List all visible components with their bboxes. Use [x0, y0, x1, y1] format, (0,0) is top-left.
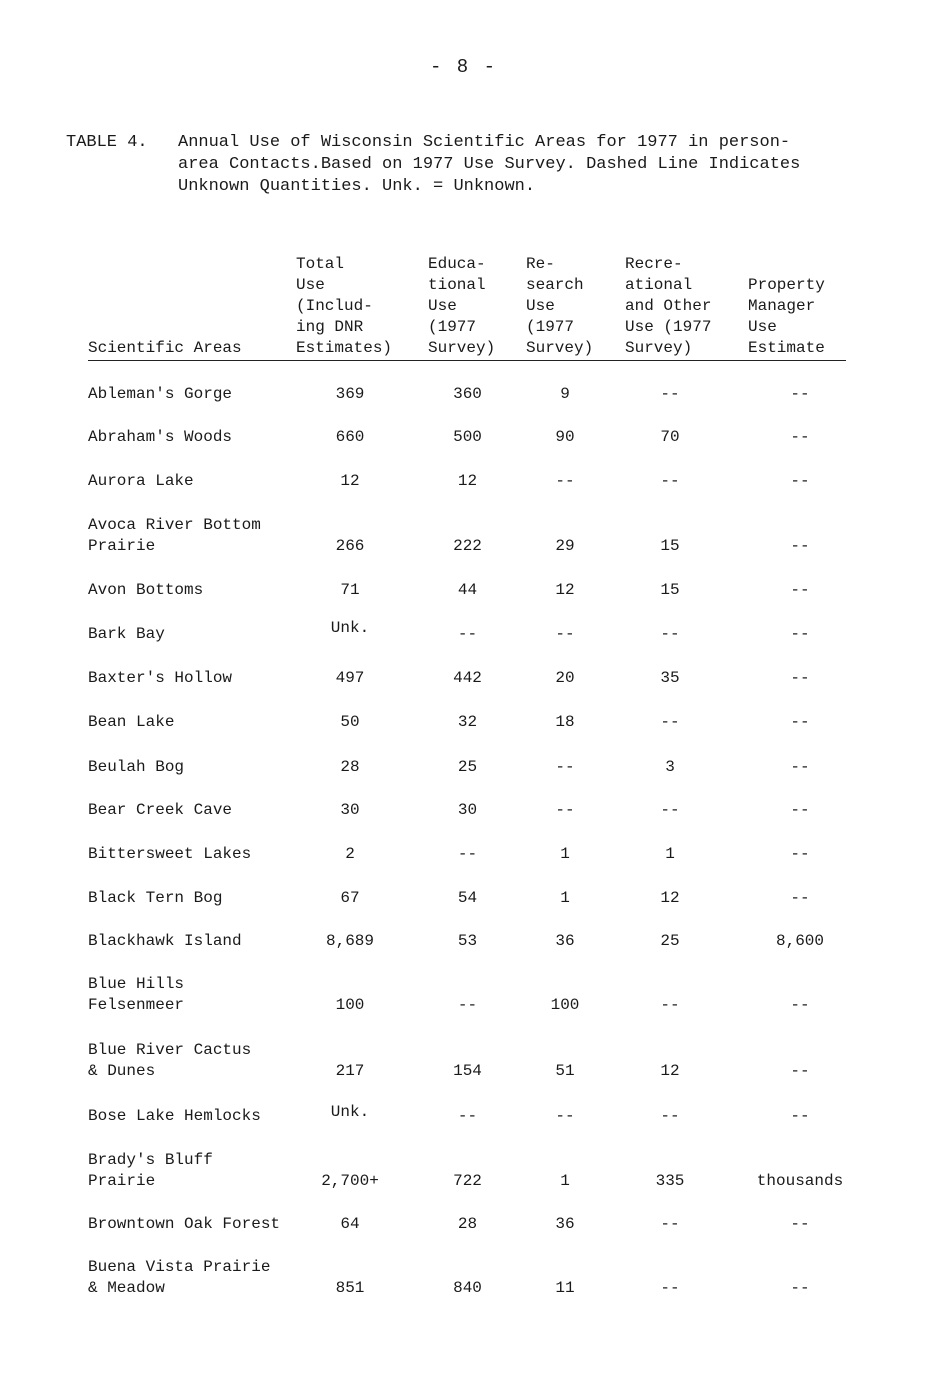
- recreational-use: 3: [665, 758, 675, 776]
- manager-estimate: --: [790, 713, 810, 731]
- manager-estimate: --: [790, 581, 810, 599]
- recreational-use: --: [660, 996, 680, 1014]
- total-use: 8,689: [325, 932, 374, 950]
- total-use: 28: [340, 758, 360, 776]
- recreational-use: 35: [660, 669, 680, 687]
- recreational-use: 335: [655, 1172, 685, 1190]
- total-use: 851: [335, 1279, 365, 1297]
- area-name: Bark Bay: [88, 625, 165, 643]
- research-use: 1: [560, 889, 570, 907]
- area-name: Beulah Bog: [88, 758, 185, 776]
- area-name: Avon Bottoms: [88, 581, 204, 599]
- total-use: 71: [340, 581, 360, 599]
- research-use: --: [555, 801, 575, 819]
- research-use: 11: [555, 1279, 575, 1297]
- manager-estimate: --: [790, 669, 810, 687]
- recreational-use: --: [660, 1107, 680, 1125]
- educational-use: 442: [453, 669, 482, 687]
- educational-use: 12: [457, 472, 478, 490]
- total-use: 660: [335, 428, 365, 446]
- area-name: Abraham's Woods: [88, 428, 233, 446]
- research-use: 90: [555, 428, 575, 446]
- recreational-use: 25: [660, 932, 680, 950]
- table-caption: [66, 132, 866, 198]
- header-recreational-use: Recre- ational and Other Use (1977 Survey): [625, 255, 712, 357]
- recreational-use: 1: [665, 845, 675, 863]
- educational-use: 44: [457, 581, 478, 599]
- manager-estimate: --: [790, 1062, 810, 1080]
- manager-estimate: --: [790, 385, 810, 403]
- area-name: Buena Vista Prairie & Meadow: [88, 1258, 271, 1297]
- educational-use: 360: [453, 385, 482, 403]
- area-name: Baxter's Hollow: [88, 669, 233, 687]
- manager-estimate: --: [790, 889, 810, 907]
- research-use: 20: [555, 669, 575, 687]
- area-name: Bear Creek Cave: [88, 801, 233, 819]
- research-use: 36: [555, 932, 575, 950]
- area-name: Blue Hills Felsenmeer: [88, 975, 185, 1014]
- educational-use: 722: [453, 1172, 482, 1190]
- total-use: Unk.: [330, 619, 370, 637]
- area-name: Browntown Oak Forest: [88, 1215, 281, 1233]
- total-use: 2: [345, 845, 355, 863]
- recreational-use: --: [660, 625, 680, 643]
- header-rule: [88, 360, 846, 361]
- research-use: --: [555, 472, 575, 490]
- caption-text: Annual Use of Wisconsin Scientific Areas for 1977 in person- area Contacts.Based on 1977 Use Survey. Dashed Line Indicates Unknown Quantities. Unk. = Unknown.: [178, 133, 801, 196]
- educational-use: 500: [453, 428, 482, 446]
- total-use: 12: [340, 472, 360, 490]
- research-use: 29: [555, 537, 575, 555]
- manager-estimate: --: [790, 472, 810, 490]
- educational-use: 30: [457, 801, 478, 819]
- educational-use: 222: [453, 537, 482, 555]
- recreational-use: 12: [660, 1062, 680, 1080]
- header-educational-use: Educa- tional Use (1977 Survey): [428, 255, 496, 357]
- total-use: 50: [340, 713, 360, 731]
- recreational-use: --: [660, 1215, 680, 1233]
- total-use: 64: [340, 1215, 360, 1233]
- educational-use: --: [457, 1107, 478, 1125]
- educational-use: 154: [453, 1062, 482, 1080]
- manager-estimate: thousands: [756, 1172, 844, 1190]
- total-use: 217: [335, 1062, 365, 1080]
- total-use: 369: [335, 385, 365, 403]
- total-use: 100: [335, 996, 365, 1014]
- manager-estimate: --: [790, 625, 810, 643]
- educational-use: 54: [457, 889, 478, 907]
- manager-estimate: --: [790, 1215, 810, 1233]
- recreational-use: --: [660, 801, 680, 819]
- total-use: 30: [340, 801, 360, 819]
- total-use: 67: [340, 889, 360, 907]
- research-use: --: [555, 625, 575, 643]
- area-name: Bittersweet Lakes: [88, 845, 252, 863]
- research-use: --: [555, 1107, 575, 1125]
- area-name: Aurora Lake: [88, 472, 194, 490]
- research-use: 36: [555, 1215, 575, 1233]
- total-use: 2,700+: [321, 1172, 379, 1190]
- manager-estimate: --: [790, 996, 810, 1014]
- research-use: --: [555, 758, 575, 776]
- area-name: Blackhawk Island: [88, 932, 242, 950]
- page-number: - 8 -: [429, 56, 497, 78]
- recreational-use: 15: [660, 537, 680, 555]
- manager-estimate: --: [790, 845, 810, 863]
- manager-estimate: --: [790, 537, 810, 555]
- area-name: Black Tern Bog: [88, 889, 223, 907]
- area-name: Brady's Bluff Prairie: [88, 1151, 213, 1190]
- manager-estimate: 8,600: [775, 932, 824, 950]
- total-use: 497: [335, 669, 365, 687]
- educational-use: --: [457, 845, 478, 863]
- manager-estimate: --: [790, 758, 810, 776]
- manager-estimate: --: [790, 1107, 810, 1125]
- manager-estimate: --: [790, 801, 810, 819]
- recreational-use: --: [660, 472, 680, 490]
- research-use: 9: [560, 385, 570, 403]
- educational-use: 32: [457, 713, 478, 731]
- educational-use: 840: [453, 1279, 482, 1297]
- area-name: Avoca River Bottom Prairie: [88, 516, 261, 555]
- research-use: 1: [560, 1172, 570, 1190]
- area-name: Bean Lake: [88, 713, 175, 731]
- header-manager-estimate: Property Manager Use Estimate: [748, 276, 825, 357]
- header-research-use: Re- search Use (1977 Survey): [526, 255, 594, 357]
- table-label: TABLE 4.: [66, 133, 148, 152]
- research-use: 18: [555, 713, 575, 731]
- educational-use: 28: [457, 1215, 478, 1233]
- educational-use: --: [457, 625, 478, 643]
- research-use: 100: [550, 996, 580, 1014]
- manager-estimate: --: [790, 428, 810, 446]
- recreational-use: 15: [660, 581, 680, 599]
- area-name: Blue River Cactus & Dunes: [88, 1041, 252, 1080]
- header-scientific-areas: Scientific Areas: [88, 339, 242, 357]
- area-name: Ableman's Gorge: [88, 385, 233, 403]
- research-use: 51: [555, 1062, 575, 1080]
- recreational-use: 70: [660, 428, 680, 446]
- research-use: 1: [560, 845, 570, 863]
- educational-use: 25: [457, 758, 478, 776]
- recreational-use: 12: [660, 889, 680, 907]
- manager-estimate: --: [790, 1279, 810, 1297]
- header-total-use: Total Use (Includ- ing DNR Estimates): [296, 255, 393, 357]
- total-use: Unk.: [330, 1103, 370, 1121]
- total-use: 266: [335, 537, 365, 555]
- research-use: 12: [555, 581, 575, 599]
- area-name: Bose Lake Hemlocks: [88, 1107, 261, 1125]
- recreational-use: --: [660, 1279, 680, 1297]
- educational-use: 53: [457, 932, 478, 950]
- recreational-use: --: [660, 385, 680, 403]
- recreational-use: --: [660, 713, 680, 731]
- educational-use: --: [457, 996, 478, 1014]
